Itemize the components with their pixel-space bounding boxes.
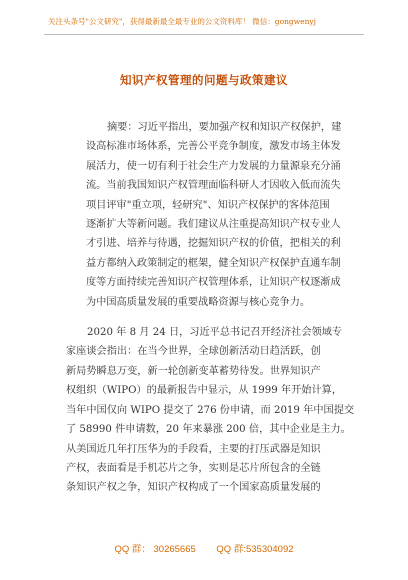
body-line: 新局势瞬息万变，新一轮创新变革蓄势待发。世界知识产 (66, 365, 321, 377)
abstract-line: 设高标准市场体系，完善公平竞争制度，激发市场主体发 (86, 141, 341, 153)
abstract-line: 展活力，使一切有利于社会生产力发展的力量源泉充分涌 (86, 160, 341, 172)
abstract-line: 为中国高质量发展的重要战略资源与核心竞争力。 (86, 296, 311, 308)
abstract-paragraph (86, 118, 356, 312)
body-paragraph (66, 323, 356, 498)
paragraph-spacer (86, 312, 356, 323)
abstract-line: 项目评审"重立项，轻研究"、知识产权保护的客体范围 (86, 199, 330, 211)
footer-qq-group-1: QQ 群： 30265665 (114, 544, 196, 555)
body-line: 权组织（WIPO）的最新报告中显示，从 1999 年开始计算， (66, 385, 343, 397)
abstract-line: 流。当前我国知识产权管理面临科研人才因收入低而流失 (86, 180, 341, 192)
document-body (66, 118, 356, 498)
body-line: 当年中国仅向 WIPO 提交了 276 份申请，而 2019 年中国提交 (66, 404, 355, 416)
header-notice: 关注头条号"公文研究"，获得最新最全最专业的公文资料库！ 微信：gongwenyj (48, 17, 316, 26)
body-line: 了 58990 件申请数，20 年来暴涨 200 倍，其中企业是主力。 (66, 424, 351, 436)
body-line: 家座谈会指出：在当今世界，全球创新活动日趋活跃，创 (66, 346, 321, 358)
abstract-line: 才引进、培养与待遇，挖掘知识产权的价值，把相关的利 (86, 238, 341, 250)
document-title: 知识产权管理的问题与政策建议 (120, 73, 288, 87)
footer-qq-group-2: QQ 群:535304092 (216, 544, 294, 555)
body-line: 2020 年 8 月 24 日，习近平总书记召开经济社会领域专 (87, 327, 343, 339)
abstract-line: 度等方面持续完善知识产权管理体系，让知识产权逐渐成 (86, 277, 341, 289)
header-divider (44, 34, 364, 35)
body-line: 条知识产权之争，知识产权构成了一个国家高质量发展的 (66, 482, 321, 494)
abstract-line: 逐渐扩大等新问题。我们建议从注重提高知识产权专业人 (86, 219, 341, 231)
abstract-line: 益方都纳入政策制定的框架，健全知识产权保护直通车制 (86, 257, 341, 269)
footer-contact (0, 541, 408, 555)
body-line: 从美国近几年打压华为的手段看，主要的打压武器是知识 (66, 443, 321, 455)
body-line: 产权，表面看是手机芯片之争，实则是芯片所包含的全链 (66, 462, 321, 474)
abstract-line: 摘要：习近平指出，要加强产权和知识产权保护，建 (107, 122, 342, 133)
